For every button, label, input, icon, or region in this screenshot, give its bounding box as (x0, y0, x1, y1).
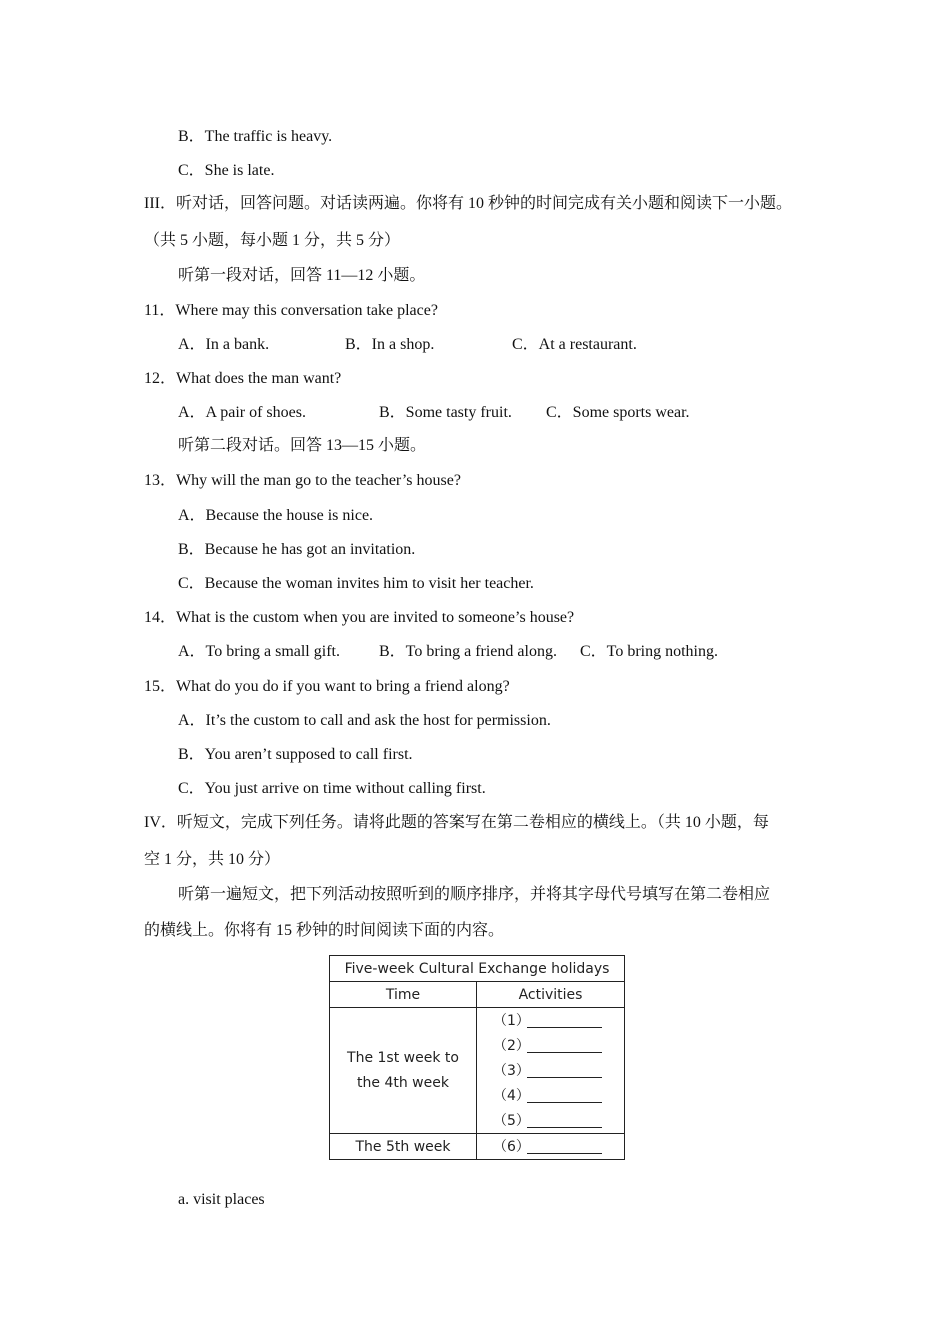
week-range-line2: the 4th week (357, 1074, 449, 1091)
q12-option-c: C．Some sports wear. (546, 404, 690, 421)
section4-heading-cont: 空 1 分，共 10 分） (144, 851, 281, 868)
q14-option-c: C．To bring nothing. (580, 643, 718, 660)
q13-option-c: C．Because the woman invites him to visit her teacher. (178, 575, 534, 592)
answer-blank-line (527, 1113, 602, 1128)
table-header-time: Time (330, 982, 477, 1008)
q10-option-c: C．She is late. (178, 162, 275, 179)
section3-heading: III．听对话，回答问题。对话读两遍。你将有 10 秒钟的时间完成有关小题和阅读下一小题。 (144, 195, 792, 212)
q10-option-b: B．The traffic is heavy. (178, 128, 333, 145)
answer-blank-line (527, 1063, 602, 1078)
table-title: Five-week Cultural Exchange holidays (330, 956, 625, 982)
table-cell-activity-blank-6 (477, 1134, 625, 1160)
answer-blank-line (527, 1088, 602, 1103)
q11-stem: 11．Where may this conversation take place? (144, 302, 438, 319)
q13-option-a: A．Because the house is nice. (178, 507, 374, 524)
q15-stem: 15．What do you do if you want to bring a friend along? (144, 678, 510, 695)
blank-label: （5） (493, 1112, 530, 1129)
q15-option-c: C．You just arrive on time without calling first. (178, 780, 486, 797)
section3-part1-instruction: 听第一段对话，回答 11—12 小题。 (178, 267, 426, 284)
blank-label: （6） (493, 1138, 530, 1155)
section4-instruction-cont: 的横线上。你将有 15 秒钟的时间阅读下面的内容。 (144, 922, 505, 939)
answer-blank-row (493, 1033, 624, 1058)
exchange-holidays-table (329, 955, 625, 1160)
q15-option-b: B．You aren’t supposed to call first. (178, 746, 413, 763)
blank-label: （3） (493, 1062, 530, 1079)
answer-blank-row (493, 1134, 624, 1159)
q11-option-a: A．In a bank. (178, 336, 270, 353)
answer-blank-row (493, 1083, 624, 1108)
section4-instruction: 听第一遍短文，把下列活动按照听到的顺序排序，并将其字母代号填写在第二卷相应 (178, 886, 771, 903)
q13-stem: 13．Why will the man go to the teacher’s house? (144, 472, 461, 489)
q12-stem: 12．What does the man want? (144, 370, 342, 387)
answer-blank-row (493, 1108, 624, 1133)
q12-option-b: B．Some tasty fruit. (379, 404, 512, 421)
answer-blank-row (493, 1058, 624, 1083)
section3-part2-instruction: 听第二段对话。回答 13—15 小题。 (178, 437, 427, 454)
blank-label: （4） (493, 1087, 530, 1104)
table-header-activities: Activities (477, 982, 625, 1008)
section4-heading: IV．听短文，完成下列任务。请将此题的答案写在第二卷相应的横线上。（共 10 小题，每 (144, 814, 769, 831)
q14-stem: 14．What is the custom when you are invited to someone’s house? (144, 609, 575, 626)
section3-heading-cont: （共 5 小题，每小题 1 分，共 5 分） (144, 232, 401, 249)
q14-option-a: A．To bring a small gift. (178, 643, 340, 660)
table-cell-activity-blanks (477, 1008, 625, 1134)
answer-blank-row (493, 1008, 624, 1033)
answer-blank-line (527, 1038, 602, 1053)
activity-option-a: a. visit places (178, 1191, 265, 1208)
table-cell-week-range (330, 1008, 477, 1134)
blank-label: （2） (493, 1037, 530, 1054)
q11-option-c: C．At a restaurant. (512, 336, 637, 353)
table-cell-week-last: The 5th week (330, 1134, 477, 1160)
q14-option-b: B．To bring a friend along. (379, 643, 557, 660)
answer-blank-line (527, 1013, 602, 1028)
q12-option-a: A．A pair of shoes. (178, 404, 306, 421)
blank-label: （1） (493, 1012, 530, 1029)
answer-blank-line (527, 1139, 602, 1154)
q11-option-b: B．In a shop. (345, 336, 435, 353)
q13-option-b: B．Because he has got an invitation. (178, 541, 416, 558)
q15-option-a: A．It’s the custom to call and ask the host for permission. (178, 712, 551, 729)
week-range-line1: The 1st week to (347, 1049, 459, 1066)
